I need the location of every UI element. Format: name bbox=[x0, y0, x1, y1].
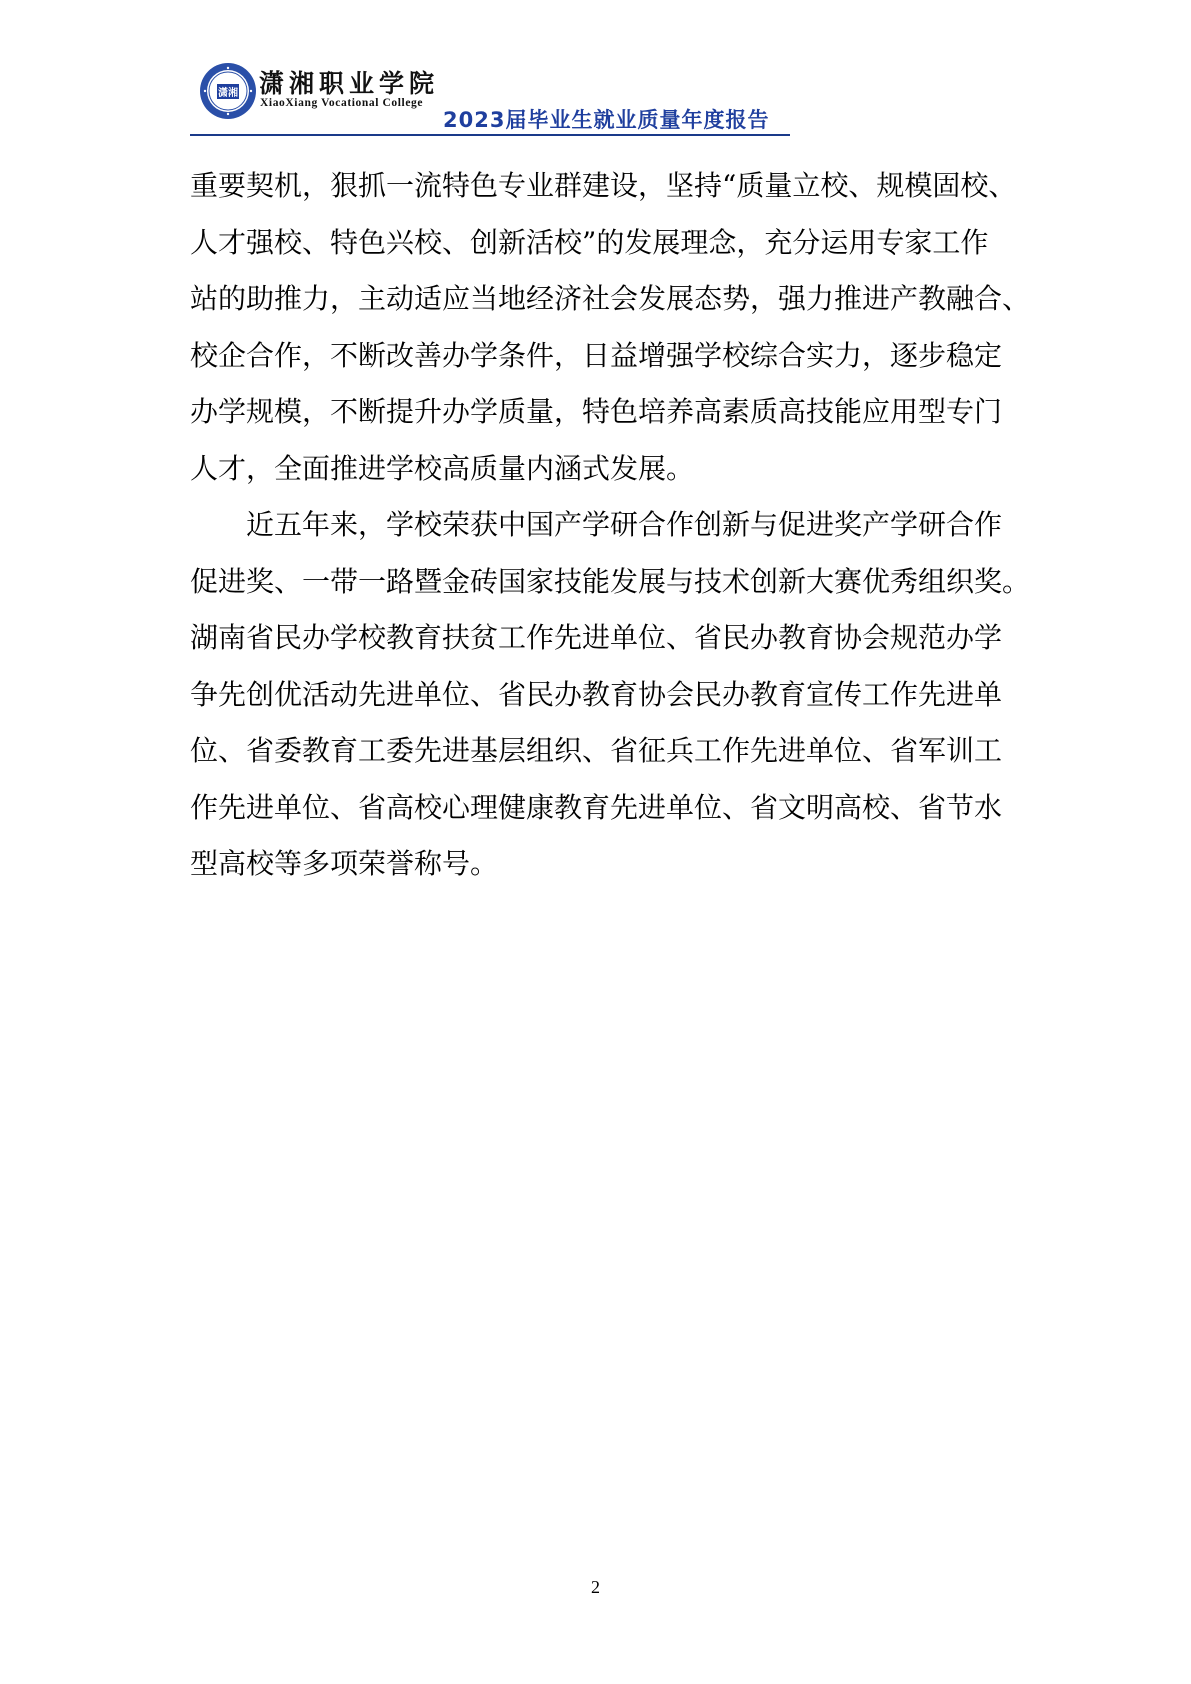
text-line: 位、省委教育工委先进基层组织、省征兵工作先进单位、省军训工 bbox=[190, 734, 1003, 767]
text-line: 作先进单位、省高校心理健康教育先进单位、省文明高校、省节水 bbox=[190, 790, 1003, 824]
text-line: 办学规模，不断提升办学质量，特色培养高素质高技能应用型专门 bbox=[190, 395, 1003, 428]
text-line: 促进奖、一带一路暨金砖国家技能发展与技术创新大赛优秀组织奖。 bbox=[190, 564, 1031, 598]
college-seal-icon bbox=[199, 62, 257, 120]
report-title: 2023届毕业生就业质量年度报告 bbox=[443, 108, 770, 132]
page-number: 2 bbox=[591, 1577, 600, 1597]
text-line: 人才强校、特色兴校、创新活校”的发展理念，充分运用专家工作 bbox=[190, 225, 989, 259]
text-line: 型高校等多项荣誉称号。 bbox=[190, 847, 499, 880]
paragraph-2 bbox=[190, 497, 1030, 893]
text-line: 站的助推力，主动适应当地经济社会发展态势，强力推进产教融合、 bbox=[190, 282, 1031, 315]
college-name-english: XiaoXiang Vocational College bbox=[260, 97, 424, 109]
text-line: 校企合作，不断改善办学条件，日益增强学校综合实力，逐步稳定 bbox=[190, 338, 1003, 372]
paragraph-1 bbox=[190, 158, 1030, 497]
text-line: 湖南省民办学校教育扶贫工作先进单位、省民办教育协会规范办学 bbox=[190, 621, 1003, 654]
college-name-chinese: 潇湘职业学院 bbox=[259, 69, 440, 98]
page-header bbox=[0, 0, 1191, 140]
seal-center-text: 潇湘 bbox=[218, 88, 238, 99]
document-body bbox=[190, 158, 1030, 893]
text-line: 争先创优活动先进单位、省民办教育协会民办教育宣传工作先进单 bbox=[190, 677, 1003, 711]
header-divider bbox=[190, 134, 790, 136]
text-line: 重要契机，狠抓一流特色专业群建设，坚持“质量立校、规模固校、 bbox=[190, 169, 1017, 202]
text-line: 人才，全面推进学校高质量内涵式发展。 bbox=[190, 451, 695, 485]
text-line-indented: 近五年来，学校荣获中国产学研合作创新与促进奖产学研合作 bbox=[246, 508, 1003, 541]
